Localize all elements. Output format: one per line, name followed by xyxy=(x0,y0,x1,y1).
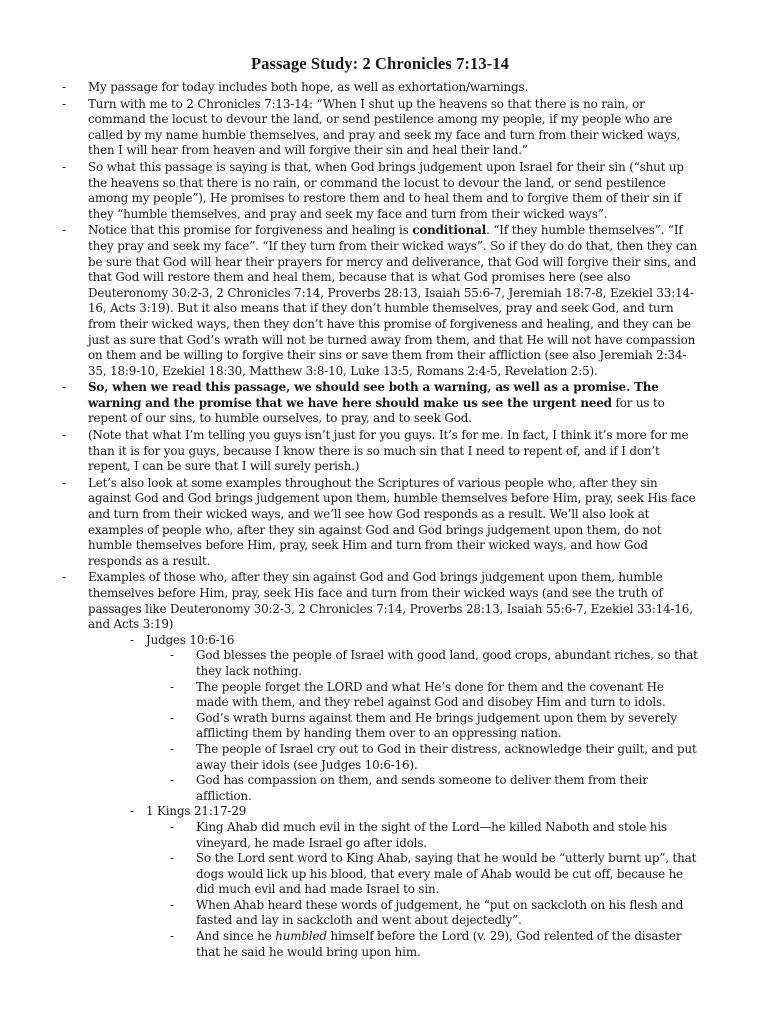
sub-list-item: - God has compassion on them, and sends someone to deliver them from their affliction. xyxy=(170,773,698,804)
sub-list-item: - God blesses the people of Israel with good land, good crops, abundant riches, so that they lack nothing. xyxy=(170,648,698,679)
list-item-text: Examples of those who, after they sin against God and God brings judgement upon them, humble themselves before Him, pray, seek His face and turn from their wicked ways (and see the truth of passages like Deuteronomy 30:2-3, 2 Chronicles 7:14, Proverbs 28:13, Isaiah 55:6-7, Ezekiel 33:14-16, and Acts 3:19) xyxy=(88,570,693,632)
list-item: - My passage for today includes both hope, as well as exhortation/warnings. xyxy=(62,80,698,96)
sub-list-item: - King Ahab did much evil in the sight of the Lord—he killed Naboth and stole his vineyard, he made Israel go after idols. xyxy=(170,820,698,851)
example-judges xyxy=(130,633,698,805)
emphasis-conditional: conditional xyxy=(412,223,487,238)
examples-list xyxy=(88,633,698,960)
list-item-text: Notice that this promise for forgiveness and healing is xyxy=(88,223,413,238)
sub-list-item: - When Ahab heard these words of judgement, he “put on sackcloth on his flesh and fasted and lay in sackcloth and went about dejectedly”. xyxy=(170,898,698,929)
list-item: - Let’s also look at some examples throughout the Scriptures of various people who, after they sin against God and God brings judgement upon them, humble themselves before Him, pray, seek His face and turn from their wicked ways, and we’ll see how God responds as a result. We’ll also look at examples of people who, after they sin against God and God brings judgement upon them, do not humble themselves before Him, pray, seek Him and turn from their wicked ways, and how God responds as a result. xyxy=(62,476,698,570)
list-item: - (Note that what I’m telling you guys isn’t just for you guys. It’s for me. In fact, I think it’s more for me than it is for you guys, because I know there is so much sin that I need to repent of, and if I don’t repent, I can be sure that I will surely perish.) xyxy=(62,428,698,475)
document-title: Passage Study: 2 Chronicles 7:13-14 xyxy=(250,54,510,73)
sub-list-item: - The people of Israel cry out to God in their distress, acknowledge their guilt, and put away their idols (see Judges 10:6-16). xyxy=(170,742,698,773)
list-item-text: for us to repent of our sins, to humble ourselves, to pray, and to seek God. xyxy=(88,395,665,426)
list-item xyxy=(62,380,698,427)
kings-points xyxy=(146,820,698,960)
judges-points xyxy=(146,648,698,804)
list-item xyxy=(62,570,698,960)
example-label: - Judges 10:6-16 xyxy=(146,632,235,647)
emphasis-warning: So, when we read this passage, we should see both a warning, as well as a promise. The warning and the promise that we have here should make us see the urgent need xyxy=(88,380,659,410)
list-item-text: . “If they humble themselves”. “If they pray and seek my face”. “If they turn from their wicked ways”. So if they do do that, then they can be sure that God will hear their prayers for mercy and deliverance, that God will forgive their sins, and that God will restore them and heal them, because that is what God promises here (see also Deuteronomy 30:2-3, 2 Chronicles 7:14, Proverbs 28:13, Isaiah 55:6-7, Jeremiah 18:7-8, Ezekiel 33:14-16, Acts 3:19). But it also means that if they don’t humble themselves, pray and seek God, and turn from their wicked ways, then they don’t have this promise of forgiveness and healing, and they can be just as sure that God’s wrath will not be turned away from them, and that He will not have compassion on them and be willing to forgive their sins or save them from their affliction (see also Jeremiah 2:34-35, 18:9-10, Ezekiel 18:30, Matthew 3:8-10, Luke 13:5, Romans 2:4-5, Revelation 2:5). xyxy=(88,223,697,378)
example-kings xyxy=(130,804,698,960)
list-item xyxy=(62,223,698,379)
sub-list-item xyxy=(170,929,698,960)
main-list xyxy=(62,80,698,960)
sub-list-item: - So the Lord sent word to King Ahab, saying that he would be “utterly burnt up”, that dogs would lick up his blood, that every male of Ahab would be cut off, because he did much evil and had made Israel to sin. xyxy=(170,851,698,898)
list-item-text: himself before the Lord (v. 29), God relented of the disaster that he said he would bring upon him. xyxy=(196,929,682,959)
example-label: - 1 Kings 21:17-29 xyxy=(146,804,247,819)
sub-list-item: - The people forget the LORD and what He’s done for them and the covenant He made with them, and they rebel against God and disobey Him and turn to idols. xyxy=(170,680,698,711)
emphasis-humbled: humbled xyxy=(275,929,327,944)
list-item: - So what this passage is saying is that, when God brings judgement upon Israel for their sin (“shut up the heavens so that there is no rain, or command the locust to devour the land, or send pestilence among my people”), He promises to restore them and to heal them and to forgive them of their sin if they “humble themselves, and pray and seek my face and turn from their wicked ways”. xyxy=(62,160,698,222)
sub-list-item: - God’s wrath burns against them and He brings judgement upon them by severely afflicting them by handing them over to an oppressing nation. xyxy=(170,711,698,742)
list-item-text: And since he xyxy=(196,929,276,944)
list-item: - Turn with me to 2 Chronicles 7:13-14: “When I shut up the heavens so that there is no rain, or command the locust to devour the land, or send pestilence among my people, if my people who are called by my name humble themselves, and pray and seek my face and turn from their wicked ways, then I will hear from heaven and will forgive their sin and heal their land.” xyxy=(62,97,698,159)
